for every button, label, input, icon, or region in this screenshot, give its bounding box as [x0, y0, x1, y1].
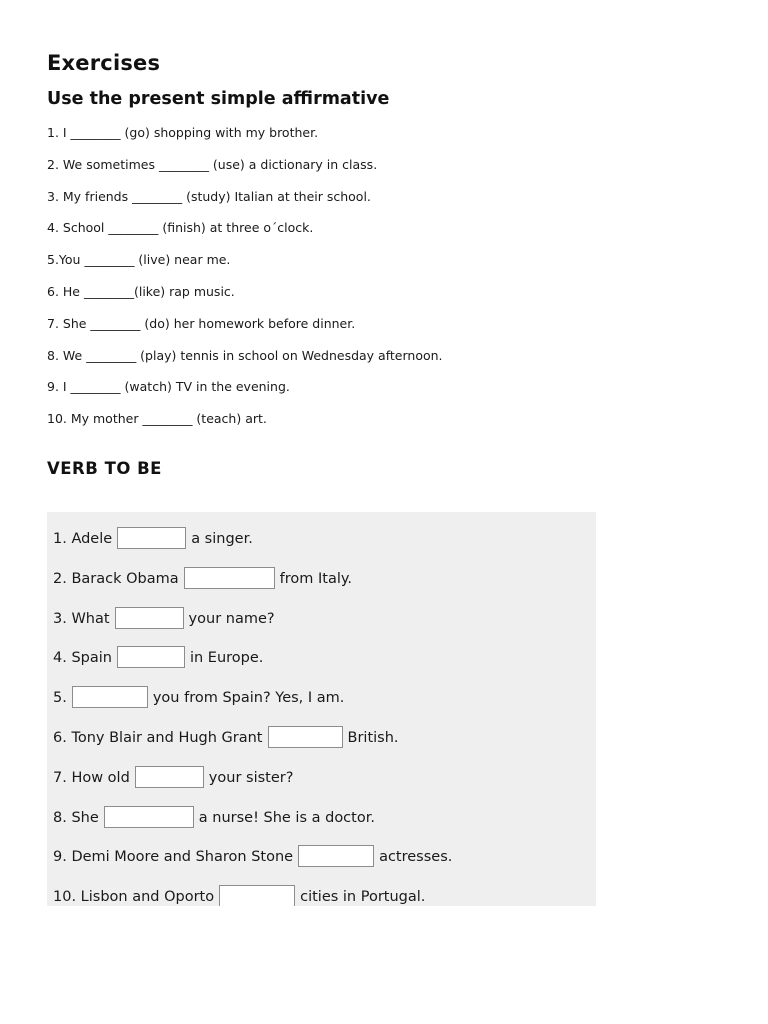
exercise2-item-1-prefix: 1. Adele — [53, 531, 113, 547]
exercise2-item-6 — [53, 726, 452, 766]
exercise2-answer-input-7[interactable] — [135, 766, 204, 788]
exercise1-heading: Use the present simple affirmative — [47, 89, 390, 109]
exercise2-list — [53, 527, 452, 906]
exercise2-item-4-suffix: in Europe. — [189, 650, 264, 667]
exercise2-answer-input-2[interactable] — [184, 567, 275, 589]
exercise2-item-10 — [53, 885, 452, 906]
exercise2-answer-input-3[interactable] — [115, 607, 184, 629]
exercise1-item-4: 4. School ________ (finish) at three o´clock. — [47, 220, 314, 236]
exercise1-item-9: 9. I ________ (watch) TV in the evening. — [47, 379, 290, 395]
exercise2-item-5 — [53, 686, 452, 726]
exercise2-item-5-suffix: you from Spain? Yes, I am. — [152, 690, 345, 707]
exercise2-answer-input-5[interactable] — [72, 686, 148, 708]
exercise1-item-3: 3. My friends ________ (study) Italian at their school. — [47, 188, 371, 204]
exercise1-list — [47, 125, 443, 443]
exercise2-answer-input-6[interactable] — [268, 726, 343, 748]
exercise2-item-4 — [53, 646, 452, 686]
exercise2-item-7 — [53, 766, 452, 806]
exercise2-item-10-prefix: 10. Lisbon and Oporto — [53, 889, 215, 906]
exercise1-item-7: 7. She ________ (do) her homework before dinner. — [47, 315, 356, 331]
exercise1-item-8: 8. We ________ (play) tennis in school on Wednesday afternoon. — [47, 347, 443, 363]
exercise1-item-6: 6. He ________(like) rap music. — [47, 283, 235, 299]
exercise2-item-10-suffix: cities in Portugal. — [300, 889, 426, 906]
exercise2-item-2 — [53, 567, 452, 607]
exercise2-item-4-prefix: 4. Spain — [53, 650, 112, 667]
exercise2-item-8-prefix: 8. She — [53, 809, 99, 826]
exercise2-item-6-prefix: 6. Tony Blair and Hugh Grant — [53, 729, 263, 746]
exercise2-item-6-suffix: British. — [347, 729, 399, 746]
exercise2-item-9-prefix: 9. Demi Moore and Sharon Stone — [53, 849, 294, 866]
exercise2-answer-input-10[interactable] — [219, 885, 295, 906]
exercise2-item-3-prefix: 3. What — [53, 610, 110, 627]
exercise2-heading: VERB TO BE — [47, 459, 162, 478]
exercise2-item-1 — [53, 527, 452, 567]
exercise2-answer-input-1[interactable] — [117, 527, 186, 549]
exercise2-item-5-prefix: 5. — [53, 690, 67, 707]
exercise1-item-5: 5.You ________ (live) near me. — [47, 252, 231, 268]
exercise2-item-1-suffix: a singer. — [191, 531, 253, 547]
exercise2-item-7-suffix: your sister? — [208, 769, 294, 786]
exercise2-item-3-suffix: your name? — [188, 610, 275, 627]
exercise2-answer-input-8[interactable] — [104, 806, 194, 828]
exercise2-answer-input-9[interactable] — [298, 845, 374, 867]
exercise1-item-10: 10. My mother ________ (teach) art. — [47, 411, 267, 427]
exercise2-item-9 — [53, 845, 452, 885]
exercise2-item-8-suffix: a nurse! She is a doctor. — [198, 809, 375, 826]
exercise2-item-8 — [53, 806, 452, 846]
exercise2-item-9-suffix: actresses. — [379, 849, 453, 866]
exercise2-answer-input-4[interactable] — [117, 646, 185, 668]
exercise2-item-3 — [53, 607, 452, 647]
exercise1-item-1: 1. I ________ (go) shopping with my brother. — [47, 125, 319, 140]
exercise1-item-2: 2. We sometimes ________ (use) a dictionary in class. — [47, 156, 378, 172]
page-title: Exercises — [47, 51, 161, 75]
exercise2-item-2-prefix: 2. Barack Obama — [53, 570, 179, 587]
exercise2-panel — [47, 512, 596, 906]
exercise2-item-7-prefix: 7. How old — [53, 769, 130, 786]
exercise2-item-2-suffix: from Italy. — [279, 570, 352, 587]
